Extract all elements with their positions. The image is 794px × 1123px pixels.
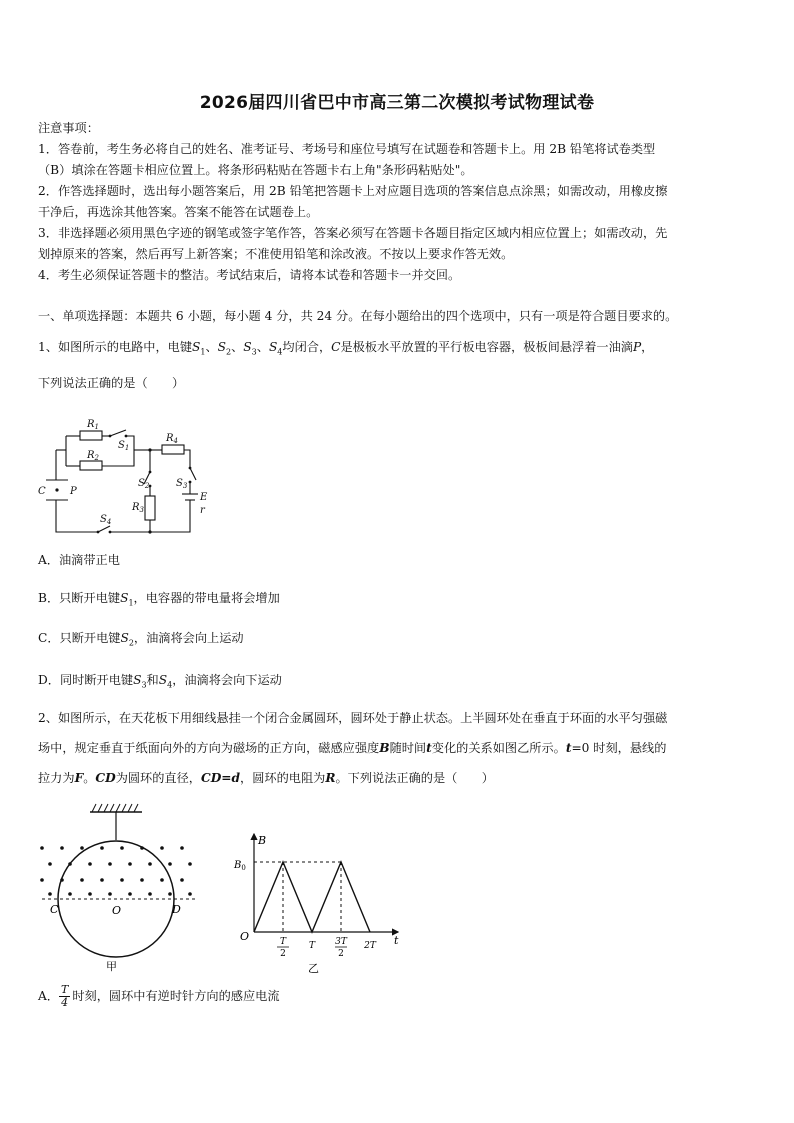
q1-stem: 1、如图所示的电路中，电键$S_1$、$S_2$、$S_3$、$S_4$均闭合，C是极板水平放置的平行板电容器，极板间悬浮着一油滴P， [38, 340, 654, 357]
field-dot [188, 892, 192, 896]
section-heading: 一、单项选择题：本题共 6 小题，每小题 4 分，共 24 分。在每小题给出的四个选项中，只有一项是符合题目要求的。 [38, 309, 678, 323]
field-dot [88, 892, 92, 896]
circuit-diagram [38, 410, 218, 540]
q1-stem-line2: 下列说法正确的是（ ） [38, 376, 185, 390]
label-R3: $R_3$ [132, 502, 144, 514]
field-dot [100, 846, 104, 850]
axis-label-b: B [258, 834, 267, 847]
field-dot [120, 878, 124, 882]
field-dot [128, 892, 132, 896]
field-dot [68, 862, 72, 866]
field-dot [168, 862, 172, 866]
field-dot [100, 878, 104, 882]
label-E: E [200, 492, 208, 503]
origin-label: O [240, 930, 250, 943]
field-dot [48, 862, 52, 866]
label-S3: $S_3$ [176, 478, 188, 490]
tick-label: T [308, 941, 316, 951]
tick-label: T [279, 937, 287, 947]
field-dot [88, 862, 92, 866]
field-dot [148, 892, 152, 896]
field-dot [120, 846, 124, 850]
field-dot [160, 878, 164, 882]
label-C: C [38, 486, 46, 497]
q2-stem-line3: 拉力为F。CD为圆环的直径，CD=d，圆环的电阻为R。下列说法正确的是（ ） [38, 771, 494, 785]
notice-item: （B）填涂在答题卡相应位置上。将条形码粘贴在答题卡右上角"条形码粘贴处"。 [38, 163, 473, 177]
notice-item: 干净后，再选涂其他答案。答案不能答在试题卷上。 [38, 205, 319, 219]
notice-item: 2．作答选择题时，选出每小题答案后，用 2B 铅笔把答题卡上对应题目选项的答案信息点涂黑；如需改动，用橡皮擦 [38, 184, 668, 198]
tick-label: 3T [335, 937, 347, 947]
q2-stem-line1: 2、如图所示，在天花板下用细线悬挂一个闭合金属圆环，圆环处于静止状态。上半圆环处在垂直于环面的水平匀强磁 [38, 711, 668, 725]
field-dot [160, 846, 164, 850]
page-title: 2026届四川省巴中市高三第二次模拟考试物理试卷 [199, 93, 595, 113]
label-R4: $R_4$ [166, 433, 178, 445]
label-r: r [200, 505, 205, 516]
tick-label-b0: $B_0$ [234, 860, 246, 872]
tick-label-denominator: 2 [280, 949, 286, 959]
label-D: D [172, 903, 181, 916]
field-dot [140, 846, 144, 850]
b-t-graph [228, 828, 408, 978]
field-dot [80, 878, 84, 882]
q1-option-a: A．油滴带正电 [38, 553, 120, 567]
caption-jia: 甲 [106, 960, 117, 973]
q1-option-c: C．只断开电键$S_2$，油滴将会向上运动 [38, 631, 244, 648]
label-O: O [112, 904, 122, 917]
notice-item: 3．非选择题必须用黑色字迹的钢笔或签字笔作答，答案必须写在答题卡各题目指定区域内相应位置上；如需改动，先 [38, 226, 668, 240]
q2-option-a: A． $\frac{T}{4}$ 时刻，圆环中有逆时针方向的感应电流 [38, 983, 280, 1009]
q2-stem-line2: 场中，规定垂直于纸面向外的方向为磁场的正方向，磁感应强度B随时间t变化的关系如图乙所示。t=0 时刻，悬线的 [38, 741, 667, 755]
label-C: C [50, 903, 59, 916]
field-dot [80, 846, 84, 850]
field-dot [180, 846, 184, 850]
label-S2: $S_2$ [138, 478, 150, 490]
notice-item: 划掉原来的答案，然后再写上新答案；不准使用铅笔和涂改液。不按以上要求作答无效。 [38, 247, 514, 261]
label-R1: $R_1$ [87, 419, 99, 431]
field-dot [140, 878, 144, 882]
field-dot [40, 846, 44, 850]
q1-option-d: D．同时断开电键$S_3$和$S_4$，油滴将会向下运动 [38, 673, 282, 690]
axis-label-t: t [394, 934, 399, 947]
field-dot [108, 862, 112, 866]
label-R2: $R_2$ [87, 450, 99, 462]
field-dot [60, 878, 64, 882]
field-dot [168, 892, 172, 896]
notice-item: 4．考生必须保证答题卡的整洁。考试结束后，请将本试卷和答题卡一并交回。 [38, 268, 461, 282]
figure-ring [38, 800, 208, 980]
caption-yi: 乙 [308, 962, 319, 975]
tick-label: 2T [364, 941, 376, 951]
field-dot [48, 892, 52, 896]
field-dot [148, 862, 152, 866]
label-S1: $S_1$ [118, 440, 130, 452]
label-P: P [70, 486, 77, 497]
field-dot [128, 862, 132, 866]
label-S4: $S_4$ [100, 514, 112, 526]
field-dot [68, 892, 72, 896]
notice-heading: 注意事项： [38, 121, 99, 135]
field-dot [40, 878, 44, 882]
field-dot [188, 862, 192, 866]
field-dot [60, 846, 64, 850]
field-dot [180, 878, 184, 882]
notice-item: 1．答卷前，考生务必将自己的姓名、准考证号、考场号和座位号填写在试题卷和答题卡上。用 2B 铅笔将试卷类型 [38, 142, 656, 156]
b-t-series-line [254, 862, 370, 932]
field-dot [108, 892, 112, 896]
tick-label-denominator: 2 [338, 949, 344, 959]
q1-option-b: B．只断开电键$S_1$，电容器的带电量将会增加 [38, 591, 280, 608]
